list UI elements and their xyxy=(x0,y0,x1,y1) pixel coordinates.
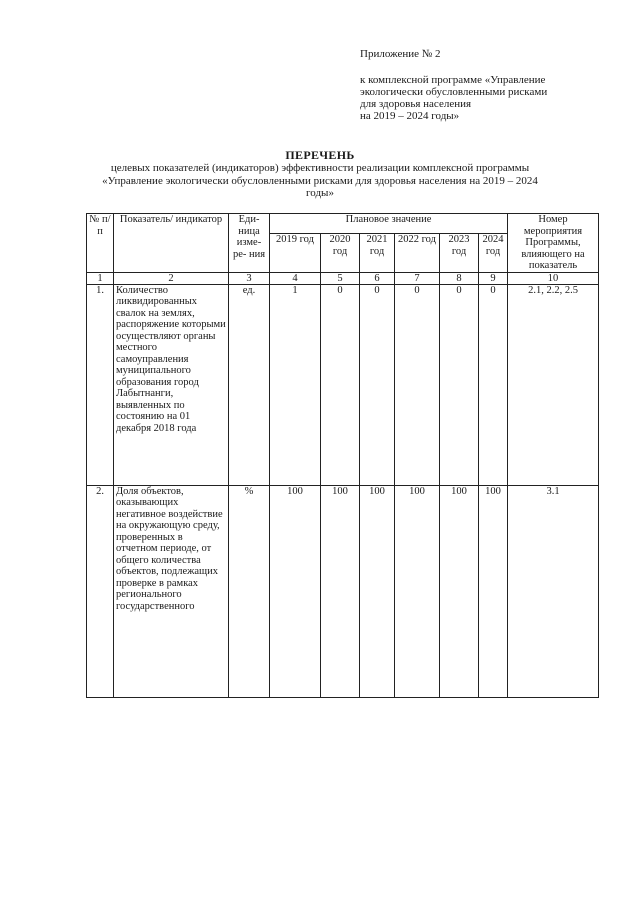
row-value: 100 xyxy=(360,485,395,697)
header-year: 2021 год xyxy=(360,234,395,272)
row-value: 0 xyxy=(479,284,508,485)
header-measure: Номер мероприятия Программы, влияющего на показатель xyxy=(508,214,599,273)
row-value: 0 xyxy=(321,284,360,485)
header-indicator: Показатель/ индикатор xyxy=(114,214,229,273)
appendix-number: Приложение № 2 xyxy=(360,48,441,60)
row-num: 2. xyxy=(87,485,114,697)
row-value: 100 xyxy=(440,485,479,697)
appendix-line: на 2019 – 2024 годы» xyxy=(360,110,460,122)
appendix-line: экологически обусловленными рисками xyxy=(360,86,548,98)
appendix-line: к комплексной программе «Управление xyxy=(360,74,546,86)
row-value: 100 xyxy=(270,485,321,697)
column-number: 1 xyxy=(87,272,114,284)
column-number: 8 xyxy=(440,272,479,284)
appendix-line: для здоровья населения xyxy=(360,98,472,110)
row-value: 100 xyxy=(395,485,440,697)
column-number: 3 xyxy=(229,272,270,284)
column-number: 6 xyxy=(360,272,395,284)
header-year: 2022 год xyxy=(395,234,440,272)
column-number: 2 xyxy=(114,272,229,284)
row-value: 100 xyxy=(321,485,360,697)
row-value: 0 xyxy=(395,284,440,485)
row-measure: 3.1 xyxy=(508,485,599,697)
document-subtitle-line: годы» xyxy=(306,187,334,199)
header-year: 2024 год xyxy=(479,234,508,272)
document-subtitle-line: целевых показателей (индикаторов) эффективности реализации комплексной программы xyxy=(110,162,530,174)
column-number: 10 xyxy=(508,272,599,284)
column-number: 7 xyxy=(395,272,440,284)
column-number: 5 xyxy=(321,272,360,284)
row-indicator: Количество ликвидированных свалок на землях, распоряжение которыми осуществляют органы местного самоуправления муниципального образования город Лабытнанги, выявленных по состоянию на 01 декабря 2018 года xyxy=(114,284,229,485)
row-value: 0 xyxy=(360,284,395,485)
header-num: № п/п xyxy=(87,214,114,273)
column-numbers-row xyxy=(87,272,599,284)
document-heading: ПЕРЕЧЕНЬ xyxy=(285,148,355,162)
row-value: 1 xyxy=(270,284,321,485)
row-unit: % xyxy=(229,485,270,697)
appendix-block xyxy=(360,48,547,122)
row-unit: ед. xyxy=(229,284,270,485)
document-subtitle-line: «Управление экологически обусловленными рисками для здоровья населения на 2019 – 2024 xyxy=(102,175,538,187)
header-unit: Еди- ница изме- ре- ния xyxy=(229,214,270,273)
indicators-table xyxy=(86,213,599,698)
column-number: 9 xyxy=(479,272,508,284)
header-year: 2020 год xyxy=(321,234,360,272)
header-year: 2019 год xyxy=(270,234,321,272)
row-indicator: Доля объектов, оказывающих негативное воздействие на окружающую среду, проверенных в отчетном периоде, от общего количества объектов, подлежащих проверке в рамках регионального государственного xyxy=(114,485,229,697)
header-year: 2023 год xyxy=(440,234,479,272)
row-num: 1. xyxy=(87,284,114,485)
row-value: 0 xyxy=(440,284,479,485)
table-row xyxy=(87,485,599,697)
table-row xyxy=(87,284,599,485)
row-value: 100 xyxy=(479,485,508,697)
table-header-row xyxy=(87,214,599,234)
header-planned: Плановое значение xyxy=(270,214,508,234)
column-number: 4 xyxy=(270,272,321,284)
row-measure: 2.1, 2.2, 2.5 xyxy=(508,284,599,485)
